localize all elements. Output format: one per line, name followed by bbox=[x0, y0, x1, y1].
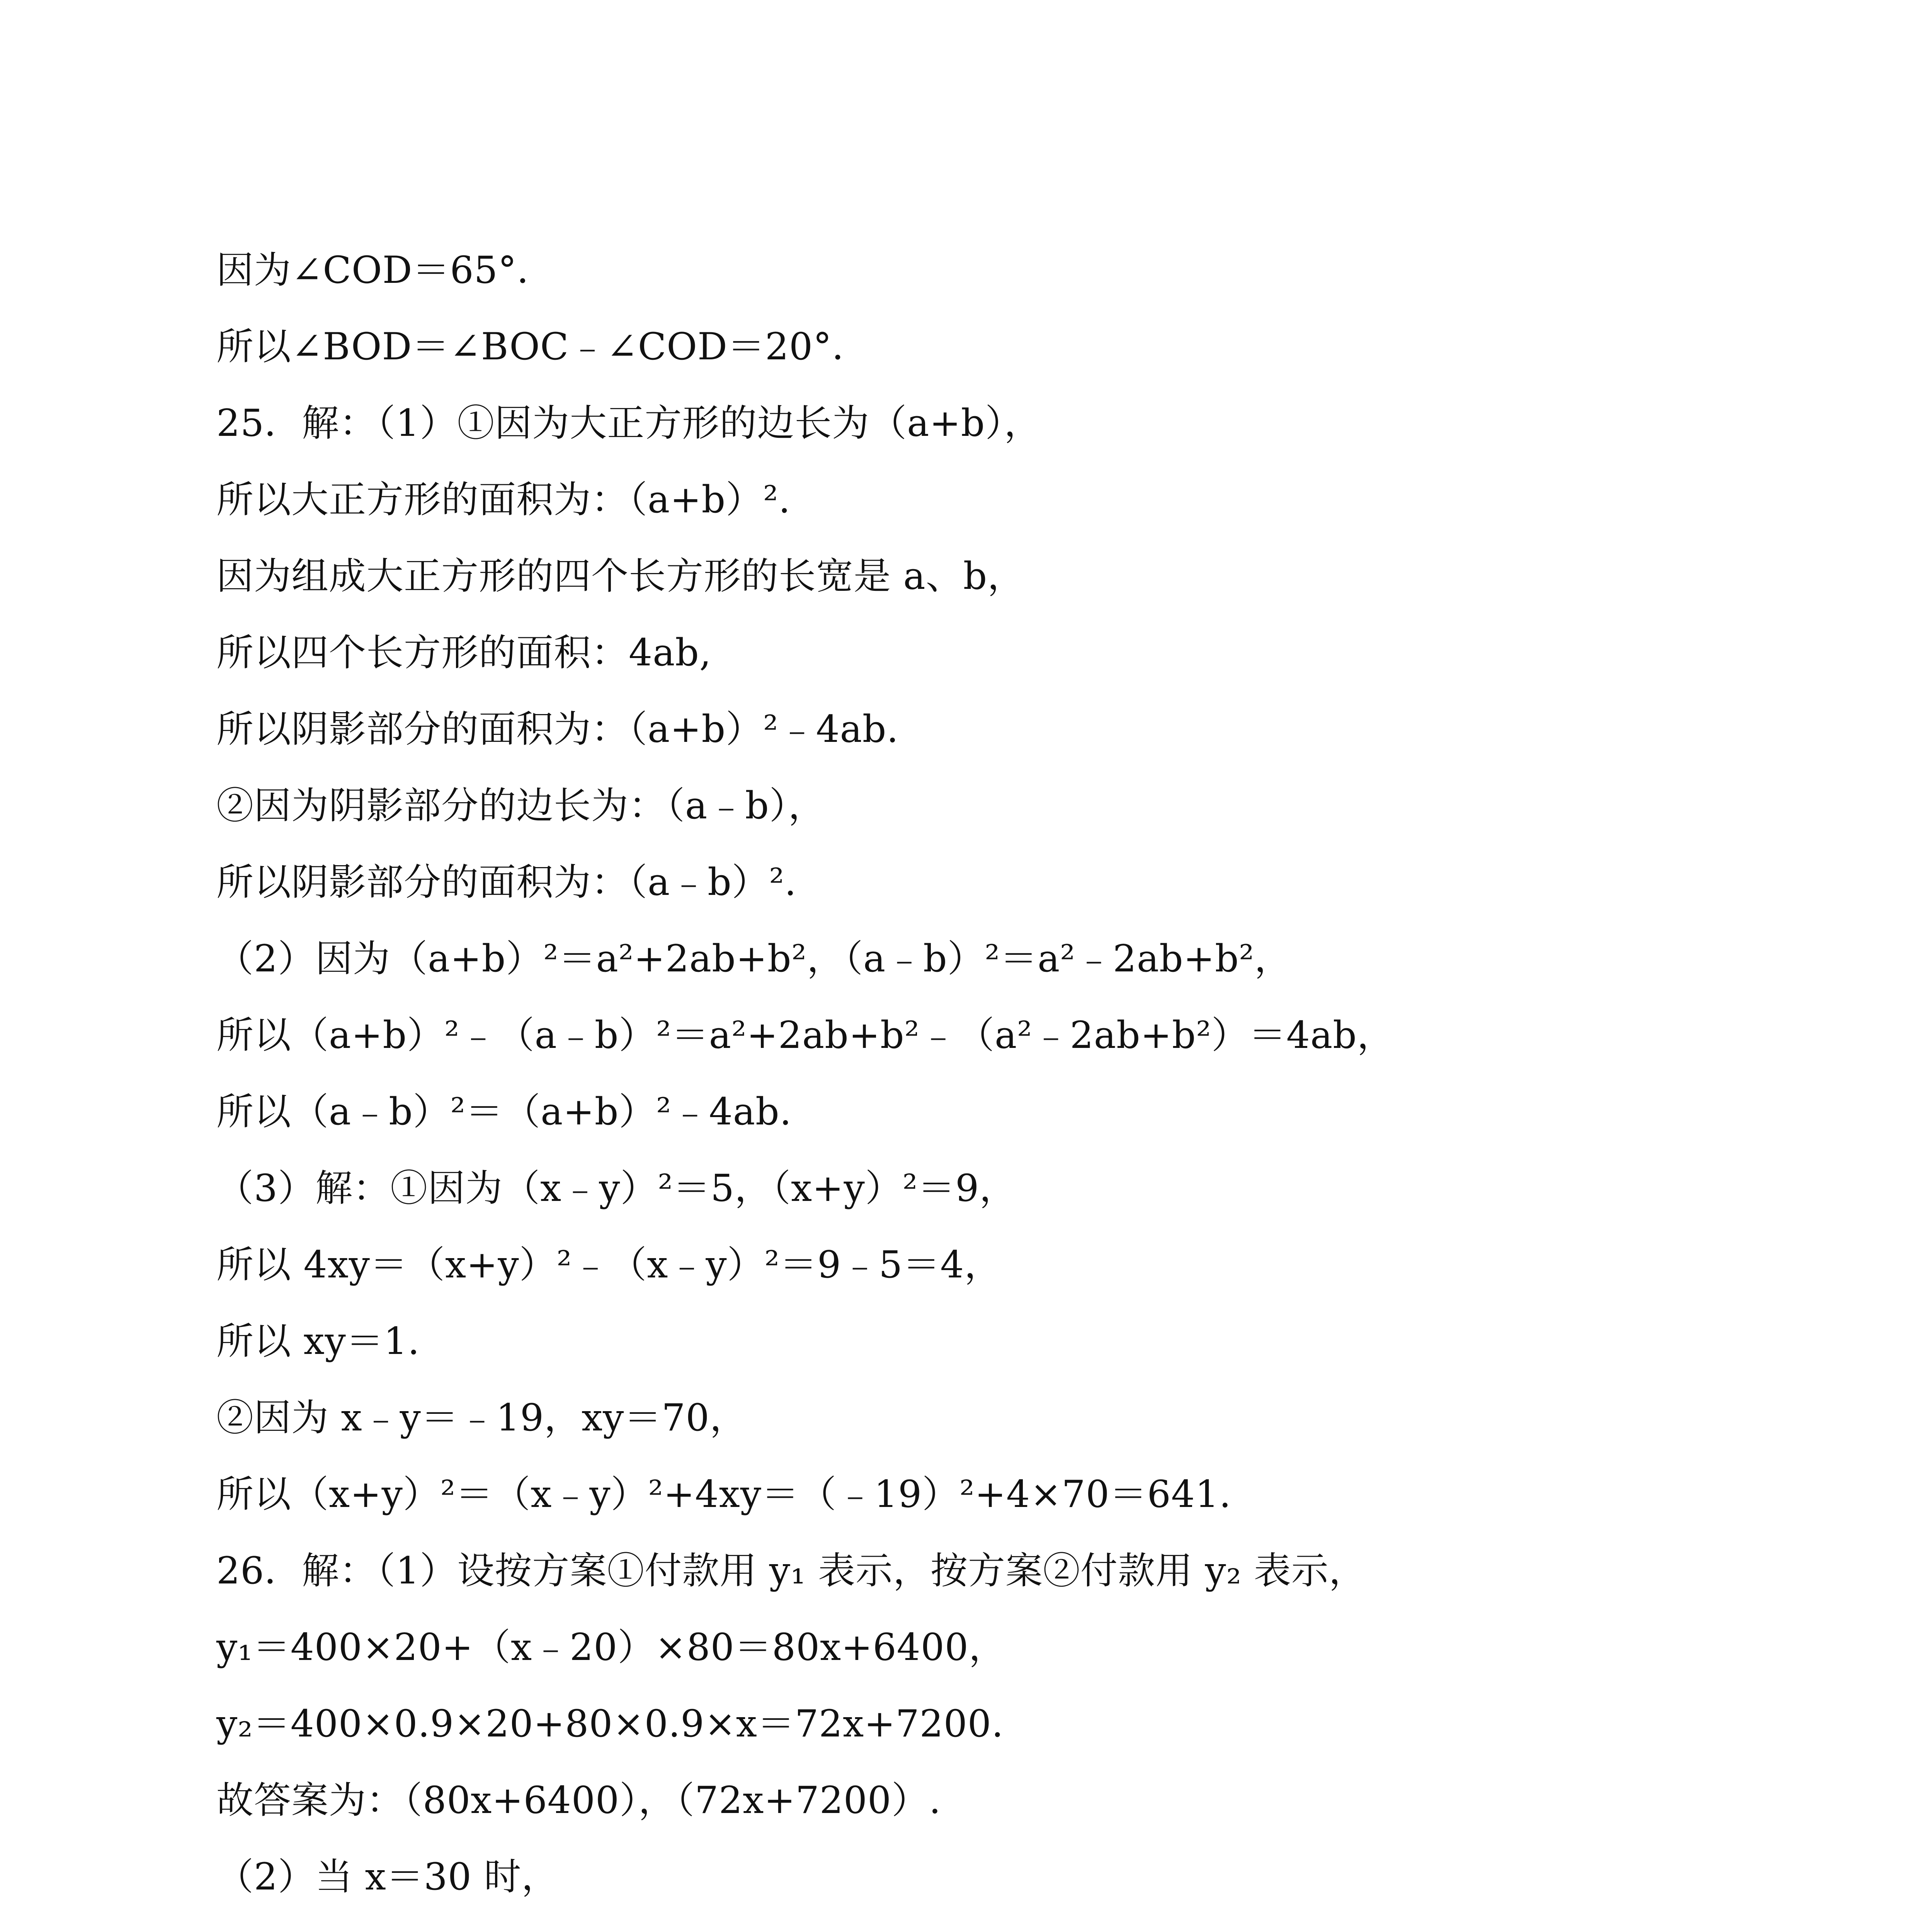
text-line: ②因为阴影部分的边长为：（a﹣b）， bbox=[216, 784, 826, 827]
text-line: 因为∠COD＝65°． bbox=[216, 248, 555, 292]
solution-text bbox=[216, 232, 1723, 1932]
text-line: 所以阴影部分的面积为：（a+b）²﹣4ab. bbox=[216, 707, 899, 751]
text-line: 所以 4xy＝（x+y）²﹣（x﹣y）²＝9﹣5＝4， bbox=[216, 1243, 1002, 1286]
text-line: ②因为 x﹣y＝﹣19，xy＝70， bbox=[216, 1396, 747, 1439]
text-line: 所以 xy＝1. bbox=[216, 1320, 420, 1363]
text-line: 所以（x+y）²＝（x﹣y）²+4xy＝（﹣19）²+4×70＝641. bbox=[216, 1473, 1232, 1516]
text-line: 故答案为：（80x+6400），（72x+7200）. bbox=[216, 1779, 941, 1822]
text-line: 26．解：（1）设按方案①付款用 y₁ 表示，按方案②付款用 y₂ 表示， bbox=[216, 1549, 1366, 1592]
text-line: （2）当 x＝30 时， bbox=[216, 1855, 559, 1898]
text-line: 因为组成大正方形的四个长方形的长宽是 a、b， bbox=[216, 554, 1025, 598]
text-line: （3）解：①因为（x﹣y）²＝5，（x+y）²＝9， bbox=[216, 1167, 1017, 1210]
text-line: 所以阴影部分的面积为：（a﹣b）². bbox=[216, 861, 797, 904]
text-line: y₁＝400×20+（x﹣20）×80＝80x+6400， bbox=[216, 1626, 1006, 1669]
text-line: 所以（a+b）²﹣（a﹣b）²＝a²+2ab+b²﹣（a²﹣2ab+b²）＝4ab， bbox=[216, 1014, 1395, 1057]
text-line: （2）因为（a+b）²＝a²+2ab+b²，（a﹣b）²＝a²﹣2ab+b²， bbox=[216, 937, 1292, 980]
text-line: 所以∠BOD＝∠BOC﹣∠COD＝20°． bbox=[216, 325, 870, 368]
text-line: 所以四个长方形的面积：4ab, bbox=[216, 631, 712, 674]
text-line: 25．解：（1）①因为大正方形的边长为（a+b）， bbox=[216, 401, 1042, 445]
text-line: y₂＝400×0.9×20+80×0.9×x＝72x+7200. bbox=[216, 1702, 1004, 1745]
text-line: 所以（a﹣b）²＝（a+b）²﹣4ab. bbox=[216, 1090, 792, 1133]
text-line: 所以大正方形的面积为：（a+b）². bbox=[216, 478, 791, 521]
text-line bbox=[216, 1915, 1723, 1932]
